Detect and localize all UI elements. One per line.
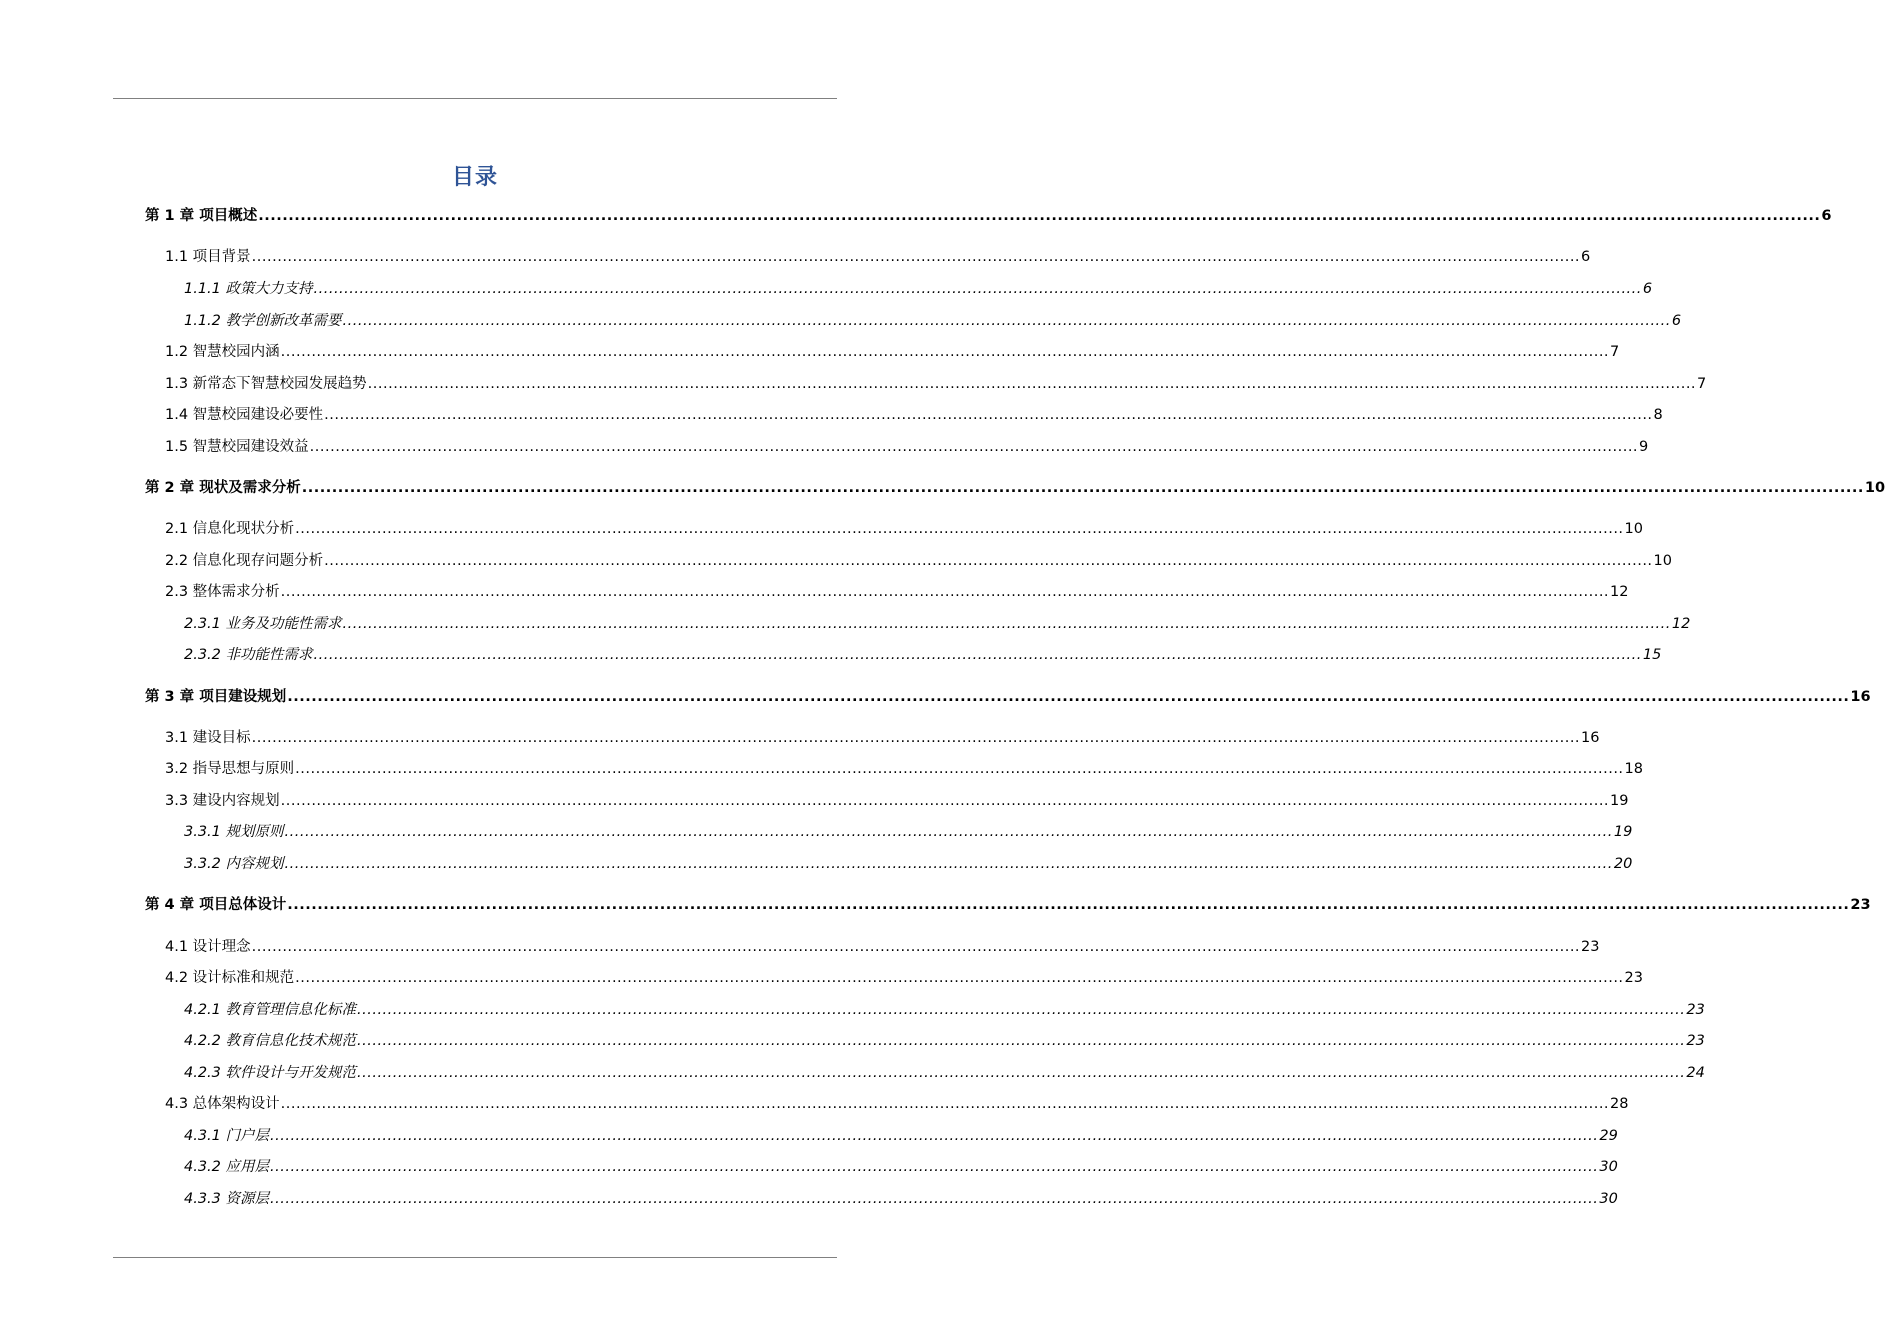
toc-entry-label: 2.3.1 业务及功能性需求 xyxy=(184,616,342,632)
toc-entry-label: 1.1.2 教学创新改革需要 xyxy=(184,313,342,329)
toc-entry-page-number: 30 xyxy=(1599,1191,1618,1207)
toc-entry-label: 2.2 信息化现存问题分析 xyxy=(165,553,324,569)
toc-entry-page-number: 7 xyxy=(1610,344,1620,360)
toc-leader-dots: .................................................................................................................................................................................................................................................................... xyxy=(258,208,1821,224)
toc-leader-dots: .................................................................................................................................................................................................................................................................... xyxy=(342,313,1671,329)
toc-leader-dots: .................................................................................................................................................................................................................................................................... xyxy=(301,480,1864,496)
toc-entry-page-number: 12 xyxy=(1610,584,1629,600)
toc-entry-label: 1.2 智慧校园内涵 xyxy=(165,344,280,360)
toc-entry[interactable] xyxy=(165,372,1707,394)
toc-entry[interactable] xyxy=(145,685,1871,707)
toc-entry-page-number: 15 xyxy=(1642,647,1662,663)
toc-entry-page-number: 30 xyxy=(1599,1159,1618,1175)
toc-entry-page-number: 10 xyxy=(1864,480,1885,496)
toc-entry[interactable] xyxy=(165,757,1643,779)
toc-leader-dots: .................................................................................................................................................................................................................................................................... xyxy=(313,647,1642,663)
toc-entry-page-number: 23 xyxy=(1686,1002,1705,1018)
toc-entry[interactable] xyxy=(184,277,1653,299)
toc-entry-page-number: 23 xyxy=(1624,970,1643,986)
toc-entry-page-number: 6 xyxy=(1642,281,1653,297)
toc-entry[interactable] xyxy=(165,245,1591,267)
toc-leader-dots: .................................................................................................................................................................................................................................................................... xyxy=(270,1191,1599,1207)
toc-leader-dots: .................................................................................................................................................................................................................................................................... xyxy=(357,1033,1686,1049)
toc-leader-dots: .................................................................................................................................................................................................................................................................... xyxy=(357,1065,1686,1081)
toc-entry-page-number: 6 xyxy=(1671,313,1682,329)
toc-entry-page-number: 23 xyxy=(1686,1033,1705,1049)
footer-rule xyxy=(113,1257,837,1258)
toc-entry-page-number: 19 xyxy=(1610,793,1629,809)
toc-entry-page-number: 16 xyxy=(1581,730,1600,746)
toc-entry[interactable] xyxy=(165,435,1649,457)
toc-entry[interactable] xyxy=(165,580,1629,602)
toc-entry-label: 2.1 信息化现状分析 xyxy=(165,521,295,537)
toc-leader-dots: .................................................................................................................................................................................................................................................................... xyxy=(295,970,1624,986)
toc-entry-label: 4.3 总体架构设计 xyxy=(165,1096,280,1112)
toc-entry-label: 3.1 建设目标 xyxy=(165,730,251,746)
toc-entry-page-number: 12 xyxy=(1671,616,1691,632)
toc-entry[interactable] xyxy=(184,309,1682,331)
toc-entry-label: 1.1 项目背景 xyxy=(165,249,251,265)
toc-leader-dots: .................................................................................................................................................................................................................................................................... xyxy=(309,439,1639,455)
toc-leader-dots: .................................................................................................................................................................................................................................................................... xyxy=(287,897,1850,913)
toc-entry[interactable] xyxy=(165,517,1643,539)
toc-leader-dots: .................................................................................................................................................................................................................................................................... xyxy=(284,824,1613,840)
toc-entry-page-number: 23 xyxy=(1581,939,1600,955)
toc-entry-label: 1.4 智慧校园建设必要性 xyxy=(165,407,324,423)
toc-entry-page-number: 16 xyxy=(1850,689,1871,705)
toc-entry[interactable] xyxy=(184,998,1705,1020)
toc-entry-page-number: 23 xyxy=(1850,897,1871,913)
toc-entry-label: 1.3 新常态下智慧校园发展趋势 xyxy=(165,376,367,392)
toc-entry-label: 1.1.1 政策大力支持 xyxy=(184,281,313,297)
toc-entry-label: 3.3.2 内容规划 xyxy=(184,856,284,872)
toc-entry-label: 4.2.3 软件设计与开发规范 xyxy=(184,1065,357,1081)
toc-entry-label: 1.5 智慧校园建设效益 xyxy=(165,439,309,455)
toc-leader-dots: .................................................................................................................................................................................................................................................................... xyxy=(357,1002,1686,1018)
toc-entry[interactable] xyxy=(165,966,1643,988)
toc-entry[interactable] xyxy=(165,789,1629,811)
toc-entry-page-number: 10 xyxy=(1624,521,1643,537)
toc-leader-dots: .................................................................................................................................................................................................................................................................... xyxy=(324,553,1653,569)
toc-entry[interactable] xyxy=(165,340,1620,362)
toc-leader-dots: .................................................................................................................................................................................................................................................................... xyxy=(251,939,1581,955)
toc-leader-dots: .................................................................................................................................................................................................................................................................... xyxy=(295,761,1624,777)
toc-entry[interactable] xyxy=(165,403,1663,425)
toc-entry-label: 3.3.1 规划原则 xyxy=(184,824,284,840)
toc-leader-dots: .................................................................................................................................................................................................................................................................... xyxy=(287,689,1850,705)
toc-leader-dots: .................................................................................................................................................................................................................................................................... xyxy=(313,281,1642,297)
toc-entry-label: 4.1 设计理念 xyxy=(165,939,251,955)
toc-leader-dots: .................................................................................................................................................................................................................................................................... xyxy=(270,1159,1599,1175)
toc-leader-dots: .................................................................................................................................................................................................................................................................... xyxy=(342,616,1671,632)
toc-entry[interactable] xyxy=(184,1124,1618,1146)
toc-entry-label: 3.2 指导思想与原则 xyxy=(165,761,295,777)
toc-leader-dots: .................................................................................................................................................................................................................................................................... xyxy=(251,730,1581,746)
toc-entry-page-number: 28 xyxy=(1610,1096,1629,1112)
toc-entry-page-number: 10 xyxy=(1653,553,1672,569)
toc-entry[interactable] xyxy=(165,935,1600,957)
toc-entry[interactable] xyxy=(184,852,1633,874)
toc-entry[interactable] xyxy=(184,1187,1618,1209)
toc-entry-label: 4.3.2 应用层 xyxy=(184,1159,270,1175)
toc-entry-label: 3.3 建设内容规划 xyxy=(165,793,280,809)
toc-entry[interactable] xyxy=(145,204,1832,226)
toc-entry-label: 4.2 设计标准和规范 xyxy=(165,970,295,986)
toc-leader-dots: .................................................................................................................................................................................................................................................................... xyxy=(280,793,1610,809)
toc-leader-dots: .................................................................................................................................................................................................................................................................... xyxy=(280,584,1610,600)
toc-entry-page-number: 7 xyxy=(1697,376,1707,392)
toc-entry-page-number: 9 xyxy=(1639,439,1649,455)
toc-leader-dots: .................................................................................................................................................................................................................................................................... xyxy=(280,344,1610,360)
toc-entry-label: 2.3.2 非功能性需求 xyxy=(184,647,313,663)
toc-leader-dots: .................................................................................................................................................................................................................................................................... xyxy=(284,856,1613,872)
toc-entry-page-number: 6 xyxy=(1581,249,1591,265)
toc-entry[interactable] xyxy=(184,1155,1618,1177)
toc-entry-label: 第 1 章 项目概述 xyxy=(145,208,258,224)
toc-entry[interactable] xyxy=(145,476,1885,498)
toc-entry[interactable] xyxy=(165,1092,1629,1114)
toc-entry-label: 第 2 章 现状及需求分析 xyxy=(145,480,301,496)
toc-entry-page-number: 24 xyxy=(1686,1065,1705,1081)
toc-entry-page-number: 29 xyxy=(1599,1128,1618,1144)
toc-entry-page-number: 19 xyxy=(1613,824,1633,840)
toc-entry-label: 第 4 章 项目总体设计 xyxy=(145,897,287,913)
toc-entry-label: 4.3.1 门户层 xyxy=(184,1128,270,1144)
toc-entry-page-number: 8 xyxy=(1653,407,1663,423)
toc-leader-dots: .................................................................................................................................................................................................................................................................... xyxy=(367,376,1697,392)
toc-entry[interactable] xyxy=(165,726,1600,748)
toc-entry-label: 2.3 整体需求分析 xyxy=(165,584,280,600)
toc-leader-dots: .................................................................................................................................................................................................................................................................... xyxy=(270,1128,1599,1144)
toc-title: 目录 xyxy=(451,165,498,190)
toc-entry[interactable] xyxy=(145,893,1871,915)
toc-entry-label: 4.2.2 教育信息化技术规范 xyxy=(184,1033,357,1049)
toc-entry[interactable] xyxy=(184,643,1662,665)
toc-entry-label: 第 3 章 项目建设规划 xyxy=(145,689,287,705)
toc-entry-label: 4.3.3 资源层 xyxy=(184,1191,270,1207)
toc-leader-dots: .................................................................................................................................................................................................................................................................... xyxy=(295,521,1624,537)
toc-entry-label: 4.2.1 教育管理信息化标准 xyxy=(184,1002,357,1018)
toc-entry[interactable] xyxy=(184,1061,1705,1083)
toc-leader-dots: .................................................................................................................................................................................................................................................................... xyxy=(280,1096,1610,1112)
toc-entry[interactable] xyxy=(184,1029,1705,1051)
toc-leader-dots: .................................................................................................................................................................................................................................................................... xyxy=(324,407,1653,423)
toc-entry-page-number: 6 xyxy=(1821,208,1832,224)
toc-entry[interactable] xyxy=(165,549,1672,571)
toc-entry-page-number: 18 xyxy=(1624,761,1643,777)
toc-entry-page-number: 20 xyxy=(1613,856,1633,872)
toc-leader-dots: .................................................................................................................................................................................................................................................................... xyxy=(251,249,1581,265)
toc-entry[interactable] xyxy=(184,612,1691,634)
toc-entry[interactable] xyxy=(184,820,1633,842)
